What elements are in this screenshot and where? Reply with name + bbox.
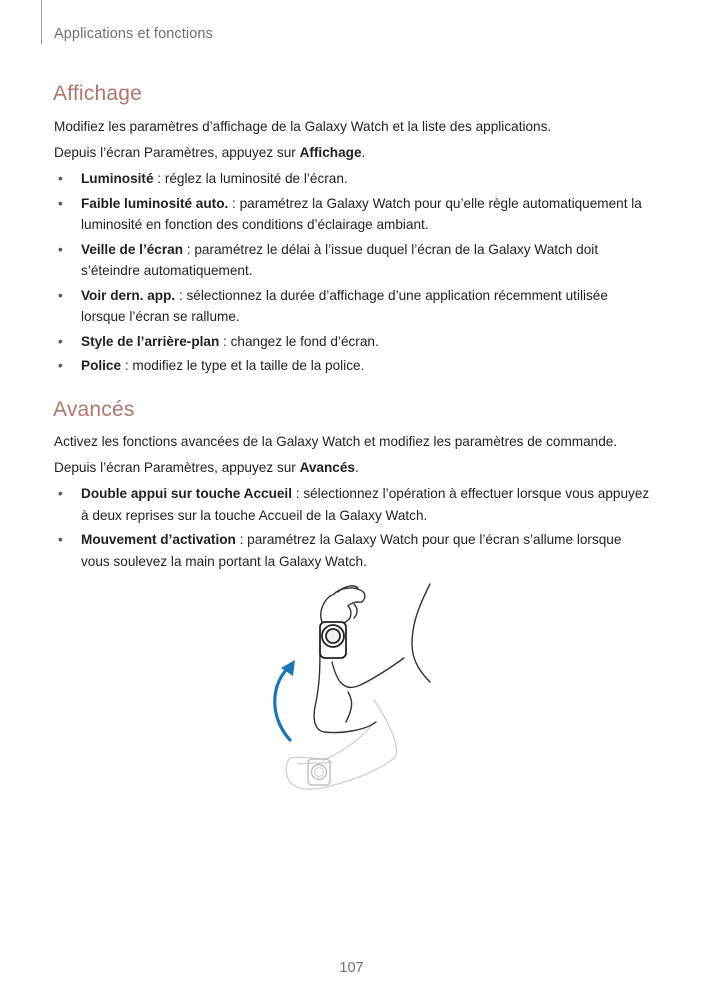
bullet-icon: • (58, 333, 63, 349)
setting-description: : paramétrez la Galaxy Watch pour qu’elle règle automatiquement la luminosité en fonction des conditions d’éclairage ambiant. (81, 195, 642, 232)
path-suffix: . (354, 460, 359, 475)
setting-term: Voir dern. app. (81, 287, 176, 303)
running-header: Applications et fonctions (54, 26, 213, 42)
upper-watch-icon (320, 622, 346, 658)
list-item (54, 168, 653, 190)
setting-term: Luminosité (81, 171, 154, 186)
list-item (54, 239, 653, 282)
page-number: 107 (339, 960, 364, 976)
path-suffix: . (361, 145, 366, 160)
setting-description: : changez le fond d’écran. (219, 333, 379, 349)
setting-description: : modifiez le type et la taille de la police. (121, 358, 365, 373)
setting-term: Faible luminosité auto. (81, 195, 229, 211)
bullet-icon: • (58, 287, 63, 303)
setting-term: Mouvement d’activation (81, 532, 236, 547)
lower-arm-shape (286, 700, 396, 789)
section-title-affichage: Affichage (53, 82, 142, 105)
list-item (54, 355, 653, 377)
list-item (54, 193, 653, 236)
path-prefix: Depuis l’écran Paramètres, appuyez sur (54, 460, 300, 475)
wrist-raise-illustration-icon (262, 582, 442, 804)
page-margin-rule (41, 0, 42, 44)
bullet-icon: • (58, 241, 63, 257)
avances-intro: Activez les fonctions avancées de la Galaxy Watch et modifiez les paramètres de commande. (54, 434, 618, 449)
path-prefix: Depuis l’écran Paramètres, appuyez sur (54, 145, 300, 160)
path-target: Avancés (299, 460, 355, 475)
path-target: Affichage (299, 145, 362, 160)
list-item (54, 529, 653, 572)
avances-path (54, 459, 359, 477)
bullet-icon: • (58, 532, 63, 547)
bullet-icon: • (58, 486, 63, 501)
bullet-icon: • (58, 171, 63, 186)
list-item (54, 331, 653, 353)
setting-term: Double appui sur touche Accueil (81, 486, 292, 501)
setting-description: : paramétrez le délai à l’issue duquel l’écran de la Galaxy Watch doit s’éteindre automatiquement. (81, 241, 599, 278)
list-item (54, 285, 653, 328)
setting-term: Style de l’arrière-plan (81, 333, 220, 349)
setting-term: Veille de l’écran (81, 241, 184, 257)
raise-arrow-icon (275, 660, 295, 740)
affichage-settings-list (54, 168, 653, 380)
setting-term: Police (81, 358, 122, 373)
affichage-intro: Modifiez les paramètres d’affichage de la Galaxy Watch et la liste des applications. (54, 119, 552, 134)
affichage-path (54, 144, 365, 162)
avances-settings-list (54, 483, 653, 575)
setting-description: : sélectionnez l’opération à effectuer lorsque vous appuyez à deux reprises sur la touche Accueil de la Galaxy Watch. (81, 486, 650, 523)
setting-description: : sélectionnez la durée d’affichage d’une application récemment utilisée lorsque l’écran se rallume. (81, 287, 608, 324)
setting-description: : paramétrez la Galaxy Watch pour que l’écran s’allume lorsque vous soulevez la main portant la Galaxy Watch. (81, 532, 622, 569)
bullet-icon: • (58, 195, 63, 211)
section-title-avances: Avancés (53, 398, 135, 421)
setting-description: : réglez la luminosité de l’écran. (153, 171, 348, 186)
list-item (54, 483, 653, 526)
bullet-icon: • (58, 358, 63, 373)
